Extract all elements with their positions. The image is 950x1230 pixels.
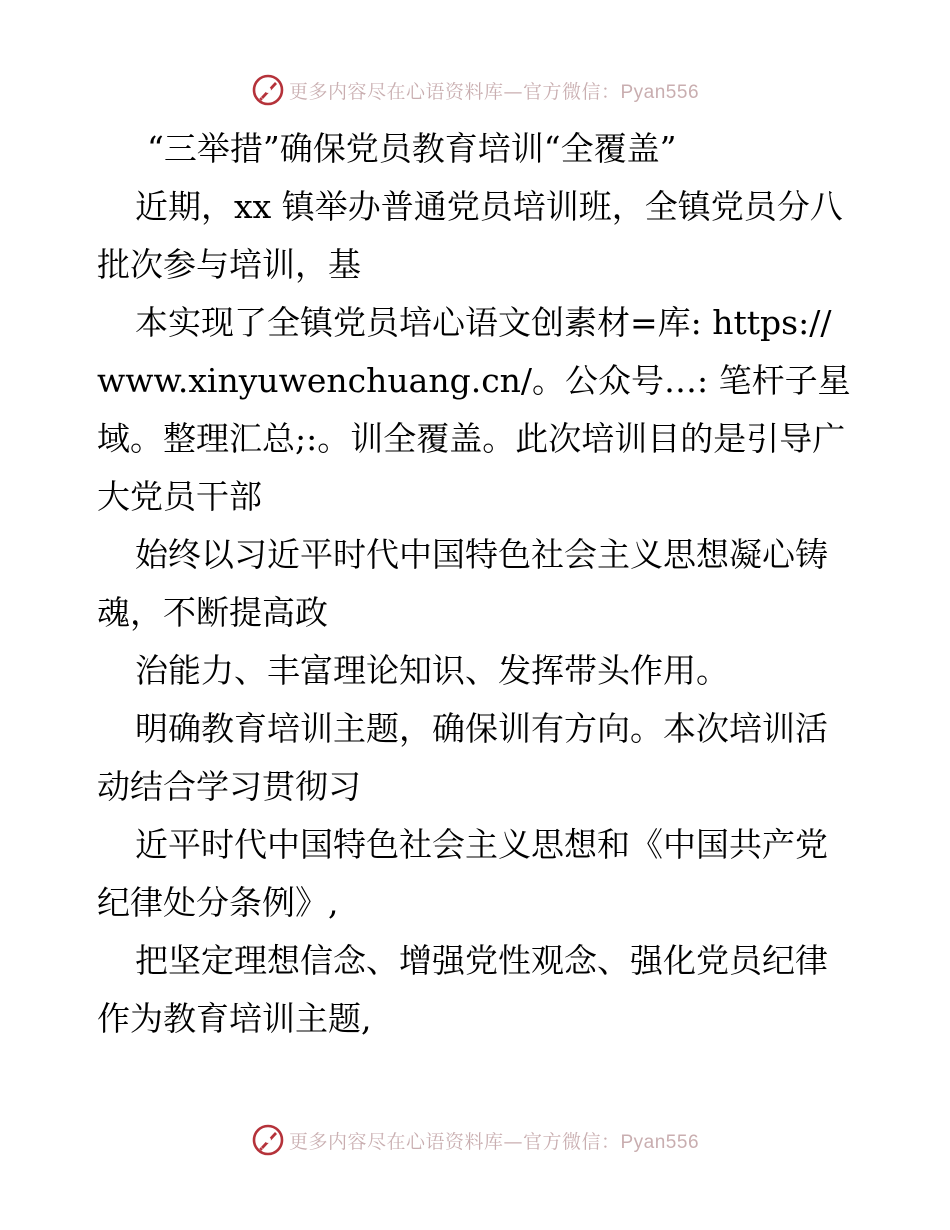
paragraph-3: 始终以习近平时代中国特色社会主义思想凝心铸魂，不断提高政 [97,535,828,632]
paragraph-7: 把坚定理想信念、增强党性观念、强化党员纪律作为教育培训主题, [97,941,828,1038]
document-body [97,120,857,1048]
header-wechat-id: Pyan556 [620,81,700,103]
paragraph-2: 本实现了全镇党员培心语文创素材=库: https://www.xinyuwenchuang.cn/。公众号…: 笔杆子星域。整理汇总;:。训全覆盖。此次培训目的是引导广大党员干部 [97,303,851,516]
paragraph-5: 明确教育培训主题，确保训有方向。本次培训活动结合学习贯彻习 [97,709,828,806]
header-watermark-banner [0,70,950,110]
paragraph-1: 近期，xx 镇举办普通党员培训班，全镇党员分八批次参与培训，基 [97,187,843,284]
footer-banner-text: 更多内容尽在心语资料库—官方微信：Pyan556 [288,1130,700,1153]
footer-watermark-banner [0,1120,950,1160]
header-banner-text: 更多内容尽在心语资料库—官方微信：Pyan556 [288,80,700,103]
quill-pen-circle-icon [251,1123,285,1157]
quill-pen-circle-icon [251,73,285,107]
document-title: “三举措”确保党员教育培训“全覆盖” [147,129,677,168]
footer-wechat-id: Pyan556 [620,1131,700,1153]
paragraph-6: 近平时代中国特色社会主义思想和《中国共产党纪律处分条例》, [97,825,828,922]
paragraph-4: 治能力、丰富理论知识、发挥带头作用。 [135,651,729,690]
